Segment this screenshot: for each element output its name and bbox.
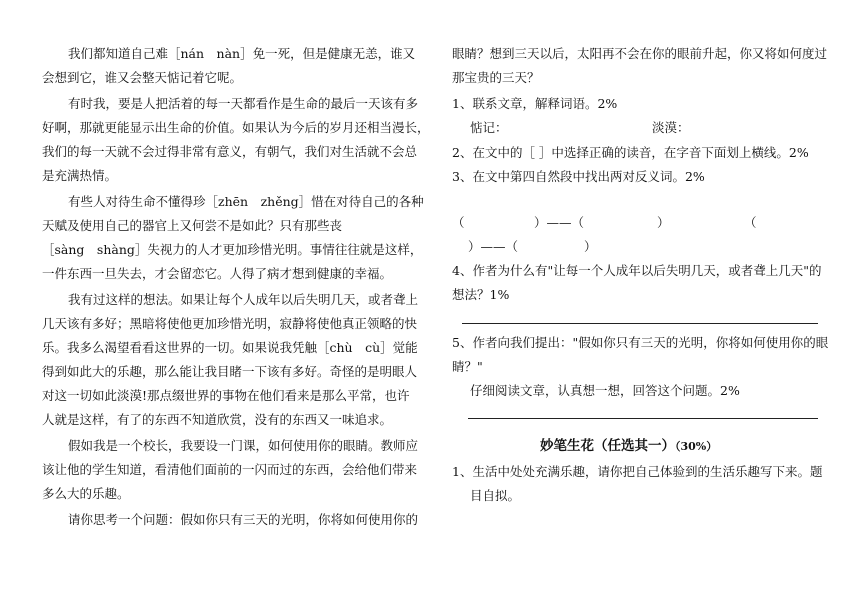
passage-line: 天赋及使用自己的器官上又何尝不是如此？只有那些丧	[42, 218, 343, 233]
writing-prompt-1-cont: 目自拟。	[470, 488, 521, 503]
question-1: 1、联系文章，解释词语。2%	[452, 96, 618, 111]
passage-line: 好啊，那就更能显示出生命的价值。如果认为今后的岁月还相当漫长，	[42, 120, 430, 135]
passage-line: 我们都知道自己难［nán nàn］免一死，但是健康无恙，谁又	[68, 46, 416, 61]
passage-line: 那宝贵的三天？	[452, 70, 540, 85]
passage-line: 我们的每一天就不会过得非常有意义，有朝气，我们对生活就不会总	[42, 144, 418, 159]
passage-line: 该让他的学生知道，看清他们面前的一闪而过的东西，会给他们带来	[42, 462, 418, 477]
passage-line: 假如我是一个校长，我要设一门课，如何使用你的眼睛。教师应	[68, 438, 419, 453]
passage-line: 对这一切如此淡漠!那点缀世界的事物在他们看来是那么平常，也许	[42, 388, 410, 403]
passage-line: 一件东西一旦失去，才会留恋它。人得了病才想到健康的幸福。	[42, 266, 393, 281]
question-5-cont: 睛？"	[452, 359, 483, 374]
passage-line: 会想到它，谁又会整天惦记着它呢。	[42, 70, 243, 85]
antonym-blank-open: （	[452, 215, 465, 230]
antonym-blank-close: ）	[657, 215, 670, 230]
word-label-dànmò: 淡漠：	[652, 120, 690, 135]
passage-line: 请你思考一个问题：假如你只有三天的光明，你将如何使用你的	[68, 512, 419, 527]
writing-prompt-1: 1、生活中处处充满乐趣，请你把自己体验到的生活乐趣写下来。题	[452, 464, 823, 479]
answer-line[interactable]	[462, 323, 818, 324]
section-weight: （30%）	[675, 440, 718, 453]
question-4: 4、作者为什么有"让每一个人成年以后失明几天，或者聋上几天"的	[452, 263, 822, 278]
section-title-text: 妙笔生花（任选其一）	[540, 438, 675, 454]
passage-line: 人就是这样，有了的东西不知道欣赏，没有的东西又一味追求。	[42, 412, 393, 427]
passage-line: 得到如此大的乐趣，那么能让我目睹一下该有多好。奇怪的是明眼人	[42, 364, 418, 379]
answer-line[interactable]	[468, 418, 818, 419]
antonym-blank-sep: ）——（	[468, 239, 519, 254]
question-5: 5、作者向我们提出："假如你只有三天的光明，你将如何使用你的眼	[452, 335, 829, 350]
question-5-sub: 仔细阅读文章，认真想一想，回答这个问题。2%	[470, 383, 740, 398]
passage-line: 我有过这样的想法。如果让每个人成年以后失明几天，或者聋上	[68, 292, 419, 307]
antonym-blank-close: ）	[584, 239, 597, 254]
question-2: 2、在文中的［ ］中选择正确的读音，在字音下面划上横线。2%	[452, 145, 809, 160]
writing-section-title	[540, 434, 717, 454]
passage-line: 多么大的乐趣。	[42, 486, 130, 501]
passage-line: 眼睛？想到三天以后，太阳再不会在你的眼前升起，你又将如何度过	[452, 46, 828, 61]
passage-line: 是充满热情。	[42, 168, 118, 183]
passage-line: 有些人对待生命不懂得珍［zhēn zhěng］惜在对待自己的各种	[68, 194, 424, 209]
antonym-blank-sep: ）——（	[534, 215, 585, 230]
question-4-cont: 想法？1%	[452, 287, 510, 302]
antonym-blank-open: （	[744, 215, 757, 230]
passage-line: 乐。我多么渴望看看这世界的一切。如果说我凭触［chù cù］觉能	[42, 340, 418, 355]
passage-line: 几天该有多好；黑暗将使他更加珍惜光明，寂静将使他真正领略的快	[42, 316, 418, 331]
passage-line: ［sàng shàng］失视力的人才更加珍惜光明。事情往往就是这样，	[42, 242, 423, 257]
word-label-diànjì: 惦记：	[470, 120, 508, 135]
passage-line: 有时我，要是人把活着的每一天都看作是生命的最后一天该有多	[68, 96, 419, 111]
question-3: 3、在文中第四自然段中找出两对反义词。2%	[452, 169, 705, 184]
